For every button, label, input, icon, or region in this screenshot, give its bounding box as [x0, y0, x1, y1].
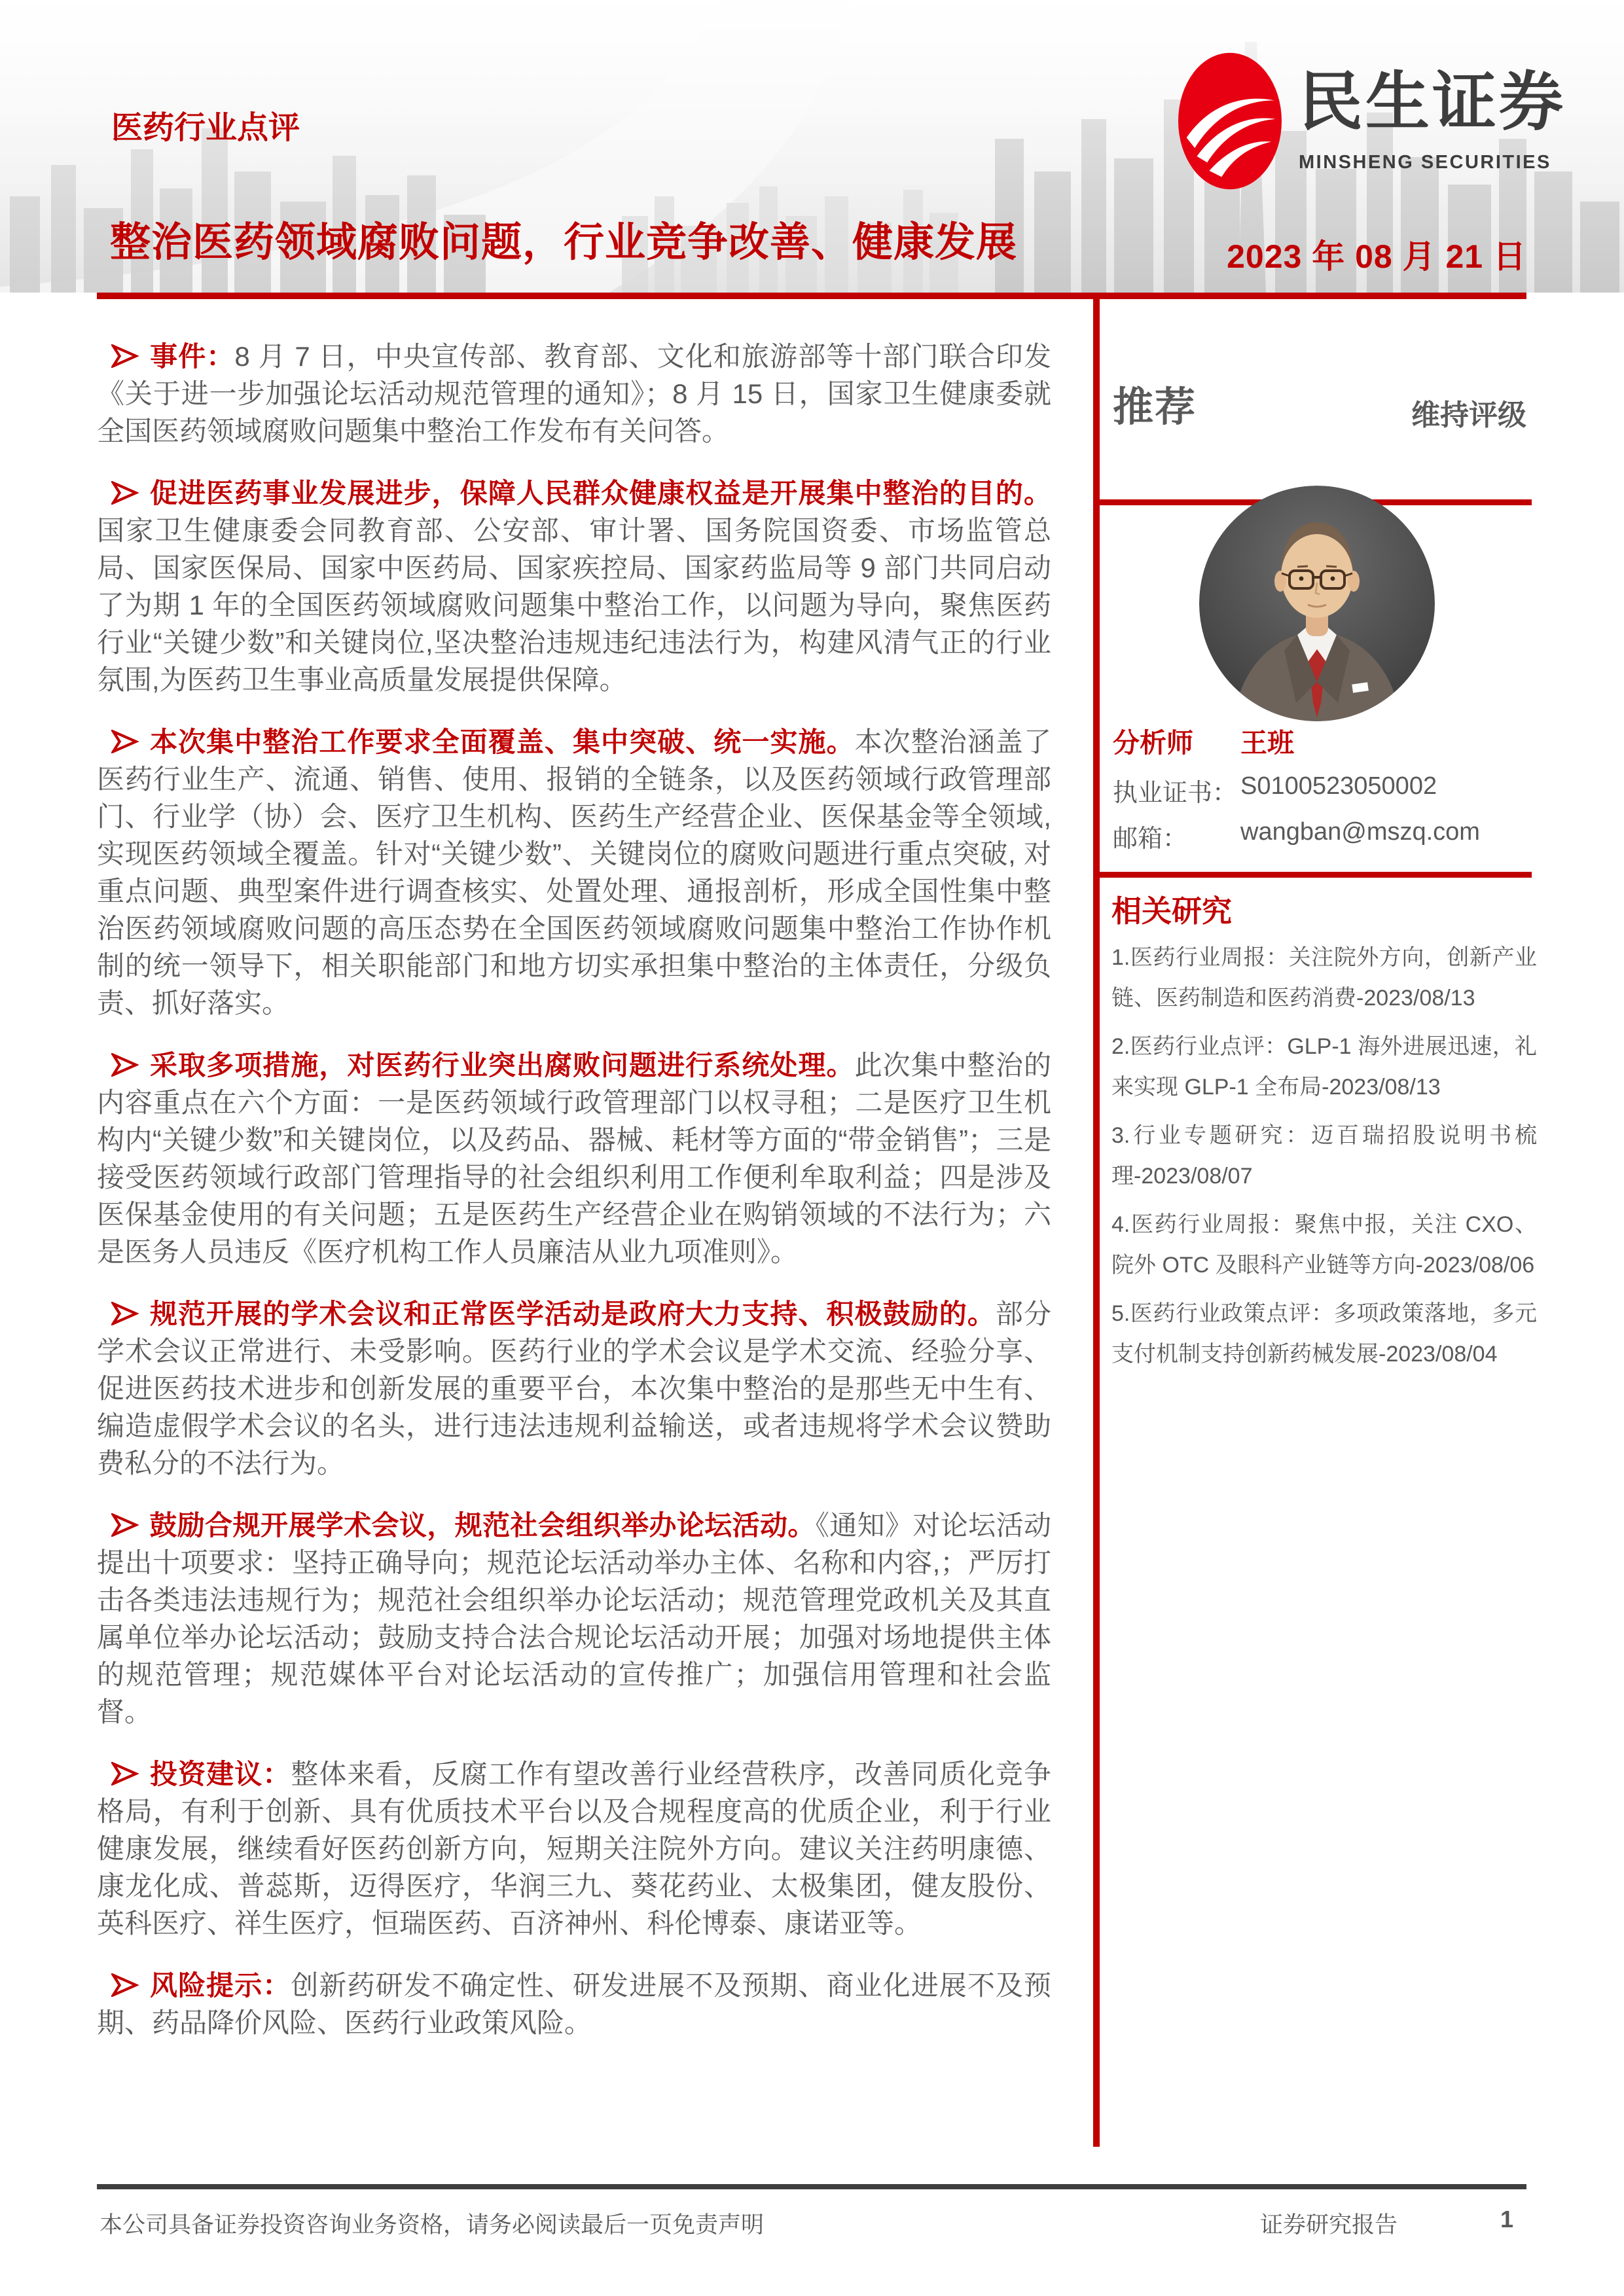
bullet-arrow-icon	[97, 1507, 149, 1544]
bullet-lead: 促进医药事业发展进步，保障人民群众健康权益是开展集中整治的目的。	[149, 478, 1051, 509]
related-item: 3.行业专题研究：迈百瑞招股说明书梳理-2023/08/07	[1111, 1123, 1537, 1189]
bullet-arrow-icon	[97, 338, 149, 375]
bullet-lead: 规范开展的学术会议和正常医学活动是政府大力支持、积极鼓励的。	[149, 1299, 996, 1329]
bullet-text: 部分学术会议正常进行、未受影响。医药行业的学术会议是学术交流、经验分享、促进医药技术进步和创新发展的重要平台，本次集中整治的是那些无中生有、编造虚假学术会议的名头，进行违法违规利益输送，或者违规将学术会议赞助费私分的不法行为。	[97, 1299, 1051, 1479]
related-item: 4.医药行业周报：聚焦中报，关注 CXO、院外 OTC 及眼科产业链等方向-2023/08/06	[1111, 1212, 1537, 1278]
bullet-risk-warning	[97, 1967, 1051, 2041]
report-date: 2023 年 08 月 21 日	[1227, 238, 1526, 275]
minsheng-logo-icon	[1178, 52, 1282, 193]
related-item: 5.医药行业政策点评：多项政策落地，多元支付机制支持创新药械发展-2023/08/04	[1111, 1301, 1537, 1367]
bullet-lead: 事件：	[149, 341, 235, 372]
header-divider-line	[97, 293, 1526, 299]
related-item: 2.医药行业点评：GLP-1 海外进展迅速，礼来实现 GLP-1 全布局-2023/08/13	[1111, 1034, 1537, 1100]
logo-name-cn: 民生证券	[1299, 65, 1566, 137]
footer-report-type: 证券研究报告	[1260, 2212, 1398, 2238]
related-research-title: 相关研究	[1111, 894, 1232, 928]
bullet-arrow-icon	[97, 1047, 149, 1084]
footer-disclaimer: 本公司具备证券投资咨询业务资格，请务必阅读最后一页免责声明	[99, 2212, 765, 2238]
email-value: wangban@mszq.com	[1240, 818, 1480, 846]
logo-name-en: MINSHENG SECURITIES	[1299, 152, 1551, 173]
analyst-avatar	[1199, 486, 1435, 721]
bullet-text: 《通知》对论坛活动提出十项要求：坚持正确导向；规范论坛活动举办主体、名称和内容,；严厉打击各类违法违规行为；规范社会组织举办论坛活动；规范管理党政机关及其直属单位举办论坛活动；鼓励支持合法合规论坛活动开展；加强对场地提供主体的规范管理；规范媒体平台对论坛活动的宣传推广；加强信用管理和社会监督。	[97, 1510, 1051, 1727]
bullet-arrow-icon	[97, 1755, 149, 1793]
bullet-lead: 风险提示：	[149, 1970, 291, 2001]
minsheng-logo	[1178, 52, 1566, 193]
bullet-text: 本次整治涵盖了医药行业生产、流通、销售、使用、报销的全链条，以及医药领域行政管理部门、行业学（协）会、医疗卫生机构、医药生产经营企业、医保基金等全领域, 实现医药领域全覆盖。针对“关键少数”、关键岗位的腐败问题进行重点突破, 对重点问题、典型案件进行调查核实、处置处理、通报剖析，形成全国性集中整治医药领域腐败问题的高压态势在全国医药领域腐败问题集中整治工作协作机制的统一领导下，相关职能部门和地方切实承担集中整治的主体责任，分级负责、抓好落实。	[97, 726, 1051, 1018]
report-category-label: 医药行业点评	[111, 111, 300, 145]
bullet-text: 创新药研发不确定性、研发进展不及预期、商业化进展不及预期、药品降价风险、医药行业政策风险。	[97, 1970, 1051, 2038]
cert-label: 执业证书：	[1113, 780, 1238, 807]
analyst-name: 王班	[1240, 728, 1294, 758]
email-label: 邮箱：	[1113, 825, 1188, 853]
related-research-list	[1111, 937, 1537, 1382]
bullet-lead: 采取多项措施，对医药行业突出腐败问题进行系统处理。	[149, 1050, 855, 1081]
bullet-measures	[97, 1047, 1051, 1270]
bullet-text: 8 月 7 日，中央宣传部、教育部、文化和旅游部等十部门联合印发《关于进一步加强论坛活动规范管理的通知》；8 月 15 日，国家卫生健康委就全国医药领域腐败问题集中整治工作发布有关问答。	[97, 341, 1051, 446]
rating-badge: 推荐	[1113, 385, 1197, 430]
bullet-text: 此次集中整治的内容重点在六个方面：一是医药领域行政管理部门以权寻租；二是医疗卫生机构内“关键少数”和关键岗位，以及药品、器械、耗材等方面的“带金销售”；三是接受医药领域行政部门管理指导的社会组织利用工作便利牟取利益；四是涉及医保基金使用的有关问题；五是医药生产经营企业在购销领域的不法行为；六是医务人员违反《医疗机构工作人员廉洁从业九项准则》。	[97, 1050, 1051, 1267]
bullet-lead: 本次集中整治工作要求全面覆盖、集中突破、统一实施。	[149, 726, 855, 757]
bullet-academic-support	[97, 1295, 1051, 1482]
bullet-purpose	[97, 475, 1051, 698]
bullet-coverage	[97, 723, 1051, 1022]
cert-value: S0100523050002	[1240, 772, 1437, 800]
bullet-arrow-icon	[97, 1967, 149, 2004]
bullet-event	[97, 338, 1051, 450]
bullet-arrow-icon	[97, 1295, 149, 1333]
report-body	[97, 338, 1051, 2041]
rating-note: 维持评级	[1411, 399, 1526, 431]
analyst-label: 分析师	[1113, 728, 1193, 758]
bullet-lead: 投资建议：	[149, 1759, 291, 1789]
sidebar-divider-line	[1093, 293, 1100, 2147]
bullet-lead: 鼓励合规开展学术会议，规范社会组织举办论坛活动。	[149, 1510, 816, 1541]
report-title: 整治医药领域腐败问题，行业竞争改善、健康发展	[110, 220, 1018, 265]
footer-page-number: 1	[1500, 2206, 1514, 2233]
bullet-forum-rules	[97, 1507, 1051, 1731]
related-item: 1.医药行业周报：关注院外方向，创新产业链、医药制造和医药消费-2023/08/13	[1111, 945, 1537, 1011]
sidebar-rule	[1100, 872, 1532, 878]
bullet-text: 整体来看，反腐工作有望改善行业经营秩序，改善同质化竞争格局，有利于创新、具有优质技术平台以及合规程度高的优质企业，利于行业健康发展，继续看好医药创新方向，短期关注院外方向。建议关注药明康德、康龙化成、普蕊斯，迈得医疗，华润三九、葵花药业、太极集团，健友股份、英科医疗、祥生医疗，恒瑞医药、百济神州、科伦博泰、康诺亚等。	[97, 1759, 1051, 1939]
bullet-text: 国家卫生健康委会同教育部、公安部、审计署、国务院国资委、市场监管总局、国家医保局、国家中医药局、国家疾控局、国家药监局等 9 部门共同启动了为期 1 年的全国医药领域腐败问题集中整治工作，以问题为导向，聚焦医药行业“关键少数”和关键岗位,坚决整治违规违纪违法行为，构建风清气正的行业氛围,为医药卫生事业高质量发展提供保障。	[97, 515, 1051, 695]
bullet-investment-advice	[97, 1755, 1051, 1942]
bullet-arrow-icon	[97, 723, 149, 761]
bullet-arrow-icon	[97, 475, 149, 512]
footer-divider-line	[97, 2184, 1526, 2189]
